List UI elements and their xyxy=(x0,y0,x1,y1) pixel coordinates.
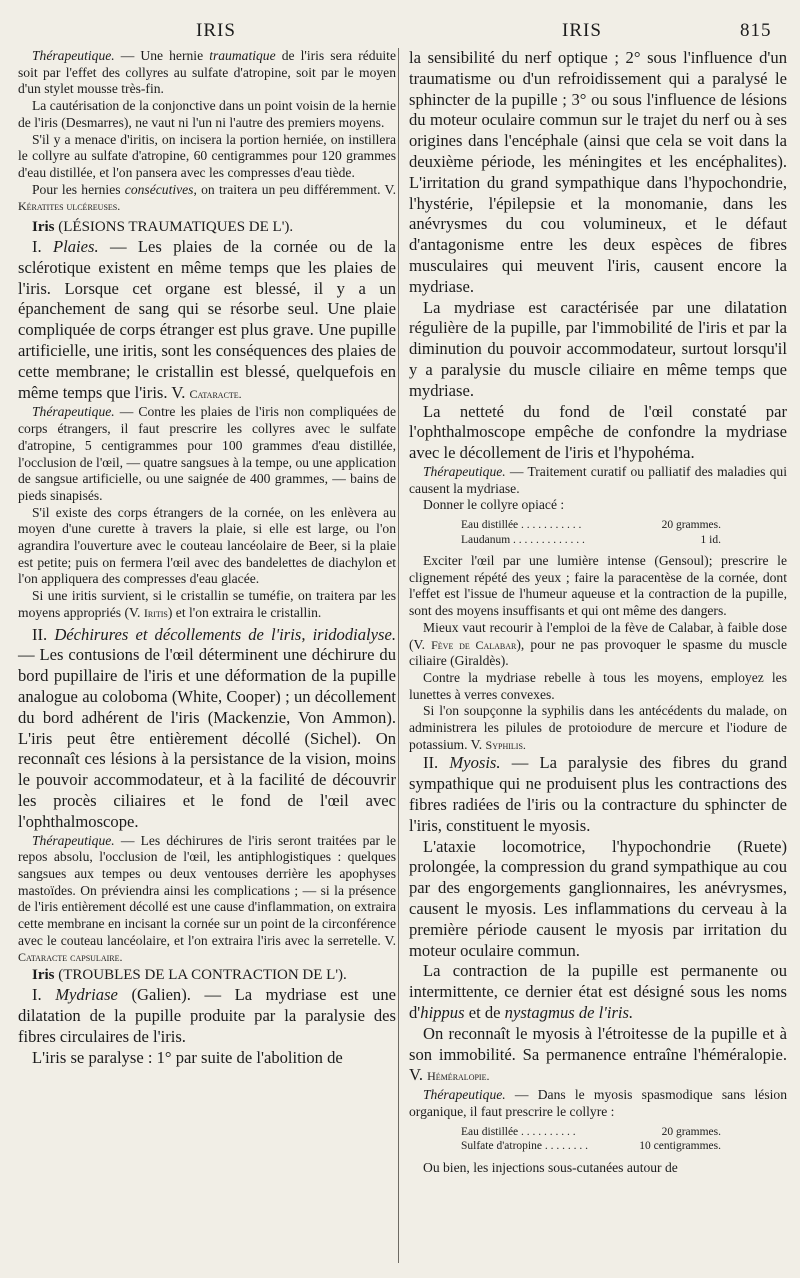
text: — Les déchirures de l'iris seront traitées par le repos absolu, l'occlusion de l'œil, les antiphlogistiques : quelques sangsues aux tempes ou deux ventouses derrière les apophyses mastoïdes. On préviendra ainsi les complications ; — si la présence de l'iris entièrement décollé est une cause d'inflammation, on extraira cette membrane en incisant la cornée sur un point de la circonférence avec le couteau lancéolaire, et l'on extraira l'iris avec la serretelle. V. xyxy=(18,832,396,948)
right-column xyxy=(409,48,787,1176)
text: de l'iris sera réduite soit par l'effet des collyres au sulfate d'atropine, soit par le moyen d'un stylet mousse très-fin. xyxy=(18,48,396,97)
section-number: I. xyxy=(32,237,54,257)
quantity: 20 grammes. xyxy=(661,519,721,532)
cross-reference: Cataracte. xyxy=(189,386,242,401)
cross-reference: Cataracte capsulaire. xyxy=(18,950,123,965)
therapeutique-label: Thérapeutique. xyxy=(423,1087,506,1103)
text: ), pour ne pas provoquer le spasme du muscle ciliaire (Giraldès). xyxy=(409,636,787,669)
prescription-table xyxy=(461,518,721,547)
text: La contraction de la pupille est permanente ou intermittente, ce dernier état est désigné sous les noms d' xyxy=(409,961,787,1023)
paragraph xyxy=(18,237,396,404)
paragraph: L'ataxie locomotrice, l'hypochondrie (Ruete) prolongée, la compression du grand sympathique au cou par des engorgements ganglionnaires, les anévrysmes, causent le myosis. Les inflammations du cerveau à la première période causent le myosis par irritation du moteur oculaire commun. xyxy=(409,836,787,960)
entry-title: (TROUBLES DE LA CONTRACTION DE L'). xyxy=(54,967,347,984)
paragraph: Ou bien, les injections sous-cutanées autour de xyxy=(423,1159,678,1175)
paragraph xyxy=(18,588,396,621)
text: (Galien). — La mydriase est une dilatation de la pupille produite par la paralysie des fibres circulaires de l'iris. xyxy=(18,985,396,1046)
paragraph: Contre la mydriase rebelle à tous les moyens, employez les lunettes à verres convexes. xyxy=(409,669,787,702)
ingredient: Sulfate d'atropine . . . . . . . . xyxy=(461,1140,588,1153)
ingredient: Laudanum . . . . . . . . . . . . . xyxy=(461,533,585,546)
right-running-head: IRIS xyxy=(562,20,602,41)
therapeutique-label: Thérapeutique. xyxy=(32,832,115,848)
paragraph: La mydriase est caractérisée par une dilatation régulière de la pupille, par l'immobilité de l'iris et par la diminution du pouvoir accommodateur, surtout lorsqu'il y a paralysie du muscle ciliaire en même temps que mydriase. xyxy=(409,297,787,400)
paragraph xyxy=(409,620,787,670)
prescription-table xyxy=(461,1125,721,1154)
section-title: Myosis. xyxy=(449,753,501,773)
emphasis: consécutives xyxy=(124,181,194,197)
quantity: 10 centigrammes. xyxy=(639,1140,721,1153)
paragraph: S'il y a menace d'iritis, on incisera la portion herniée, on instillera le collyre au sulfate d'atropine, 60 centigrammes pour 120 grammes d'eau distillée, et l'on pansera avec les compresses d'eau tiède. xyxy=(18,131,396,180)
section-number: I. xyxy=(32,985,56,1005)
therapeutique-label: Thérapeutique. xyxy=(423,463,506,479)
entry-heading xyxy=(18,218,396,237)
entry-headword: Iris xyxy=(32,219,55,236)
paragraph: La cautérisation de la conjonctive dans un point voisin de la hernie de l'iris (Desmarres), ne vaut ni l'un ni l'autre des premiers moyens. xyxy=(18,98,396,130)
paragraph: la sensibilité du nerf optique ; 2° sous l'influence d'un traumatisme ou d'un refroidissement qui a paralysé le sphincter de la pupille ; 3° ou sous l'influence de lésions du moteur oculaire commun sur le trajet du nerf ou à ses origines dans l'encéphale (ainsi que cela se voit dans la deuxième période, les méningites et les encéphalites). L'irritation du grand sympathique dans l'hypochondrie, l'hystérie, l'épilepsie et la monomanie, dans les anévrysmes du cou volumineux, et le défaut d'antagonisme entre les deux espèces de fibres musculaires qui meuvent l'iris, causent encore la mydriase. xyxy=(409,48,787,296)
quantity: 20 grammes. xyxy=(661,1125,721,1138)
paragraph xyxy=(18,182,396,215)
text: — La paralysie des fibres du grand sympathique qui ne produisent plus les contractions des fibres radiées de l'iris ou la contracture du sphincter de l'iris, constituent le myosis. xyxy=(409,753,787,835)
therapeutique-label: Thérapeutique. xyxy=(32,404,115,420)
text: , on traitera un peu différemment. V. xyxy=(193,181,397,197)
left-column xyxy=(18,48,396,1068)
prescription-row xyxy=(461,533,721,548)
section-number: II. xyxy=(423,753,450,773)
cross-reference: Kératites ulcéreuses. xyxy=(18,199,121,214)
section-title: Déchirures et décollements de l'iris, iridodialyse. xyxy=(54,624,396,644)
paragraph xyxy=(409,1087,787,1120)
text: Pour les hernies xyxy=(32,181,125,197)
paragraph: S'il existe des corps étrangers de la cornée, on les enlèvera au moyen d'une curette à travers la plaie, si elle est large, ou l'on agrandira l'ouverture avec le couteau lancéolaire de Beer, si la plaie est petite; puis on fermera l'œil avec des bandelettes de diachylon et l'on appliquera des compresses d'eau glacée. xyxy=(18,504,396,587)
section-title: Mydriase xyxy=(55,985,118,1005)
cross-reference: Fève de Calabar xyxy=(431,637,517,652)
text: — Traitement curatif ou palliatif des maladies qui causent la mydriase. xyxy=(409,463,787,496)
prescription-row xyxy=(461,1139,721,1154)
column-divider xyxy=(398,48,399,1263)
text: — Les contusions de l'œil déterminent une déchirure du bord pupillaire de l'iris et une déformation de la pupille analogue au coloboma (White, Cooper) ; un décollement du bord adhérent de l'iris (Mackenzie, Von Ammon). L'iris peut être entièrement décollé (Sichel). On reconnaît ces lésions à la persistance de la vision, moins le pouvoir accommodateur, et à la facilité de découvrir les procès ciliaires et le fond de l'œil avec l'ophthalmoscope. xyxy=(18,645,396,831)
cross-reference: Syphilis. xyxy=(485,737,526,752)
therapeutique-label: Thérapeutique. xyxy=(32,48,115,63)
text: Si l'on soupçonne la syphilis dans les antécédents du malade, on administrera les pilules de protoiodure de mercure et l'iodure de potassium. V. xyxy=(409,703,787,752)
paragraph xyxy=(409,703,787,753)
paragraph xyxy=(409,464,787,497)
cross-reference: Iritis xyxy=(143,605,168,620)
entry-heading xyxy=(18,966,396,985)
text: On reconnaît le myosis à l'étroitesse de la pupille et à son immobilité. Sa permanence entraîne l'héméralopie. V. xyxy=(409,1023,787,1085)
entry-headword: Iris xyxy=(32,967,55,984)
text: et de xyxy=(464,1003,505,1023)
paragraph xyxy=(18,625,396,833)
paragraph xyxy=(409,753,787,836)
paragraph: La netteté du fond de l'œil constaté par l'ophthalmoscope empêche de confondre la mydriase avec le décollement de l'iris et l'hypohéma. xyxy=(409,401,787,463)
paragraph: Donner le collyre opiacé : xyxy=(423,497,565,513)
paragraph xyxy=(409,961,787,1023)
section-number: II. xyxy=(32,624,55,644)
entry-title: (LÉSIONS TRAUMATIQUES DE L'). xyxy=(54,219,294,236)
emphasis: traumatique xyxy=(209,48,276,63)
paragraph xyxy=(18,48,396,98)
text: ) et l'on extraira le cristallin. xyxy=(167,604,322,620)
text: — Dans le myosis spasmodique sans lésion organique, il faut prescrire le collyre : xyxy=(409,1087,787,1119)
paragraph xyxy=(18,985,396,1047)
ingredient: Eau distillée . . . . . . . . . . xyxy=(461,1125,576,1138)
page-number: 815 xyxy=(740,20,772,41)
left-running-head: IRIS xyxy=(196,20,236,41)
section-title: Plaies. xyxy=(53,237,99,257)
quantity: 1 id. xyxy=(700,533,721,546)
text: — Contre les plaies de l'iris non compliquées de corps étrangers, il faut prescrire les collyres avec le sulfate d'atropine, 5 centigrammes pour 100 grammes d'eau distillée, l'occlusion de l'œil, — quatre sangsues à la tempe, ou une application de sangsue artificielle, ou une saignée de 400 grammes, — bains de pieds sinapisés. xyxy=(18,404,396,503)
text: Si une iritis survient, si le cristallin se tuméfie, on traitera par les moyens appropriés (V. xyxy=(18,588,396,620)
ingredient: Eau distillée . . . . . . . . . . . xyxy=(461,519,582,532)
paragraph: Exciter l'œil par une lumière intense (Gensoul); prescrire le clignement répété des yeux ; faire la paracentèse de la cornée, dont l'effet est l'issue de l'humeur aqueuse et la contraction de la pupille, sont des moyens insuffisants et qui ont même des dangers. xyxy=(409,553,787,619)
paragraph xyxy=(409,1024,787,1087)
text: — Une hernie xyxy=(114,48,210,63)
prescription-row xyxy=(461,1125,721,1140)
paragraph: L'iris se paralyse : 1° par suite de l'abolition de xyxy=(32,1047,343,1067)
text: Mieux vaut recourir à l'emploi de la fève de Calabar, à faible dose (V. xyxy=(409,619,787,652)
text: — Les plaies de la cornée ou de la sclérotique existent en même temps que les plaies de l'iris. Lorsque cet organe est blessé, il y a un épanchement de sang qui se résorbe seul. Une plaie compliquée de corps étranger est plus grave. Une pupille artificielle, une iritis, sont les conséquences des plaies de cette membrane; le cristallin est blessé, quelquefois en même temps que l'iris. V. xyxy=(18,237,396,402)
paragraph xyxy=(18,833,396,967)
emphasis: nystagmus de l'iris. xyxy=(504,1003,634,1023)
paragraph xyxy=(18,404,396,504)
emphasis: hippus xyxy=(420,1003,465,1023)
cross-reference: Héméralopie. xyxy=(427,1069,490,1084)
prescription-row xyxy=(461,518,721,533)
